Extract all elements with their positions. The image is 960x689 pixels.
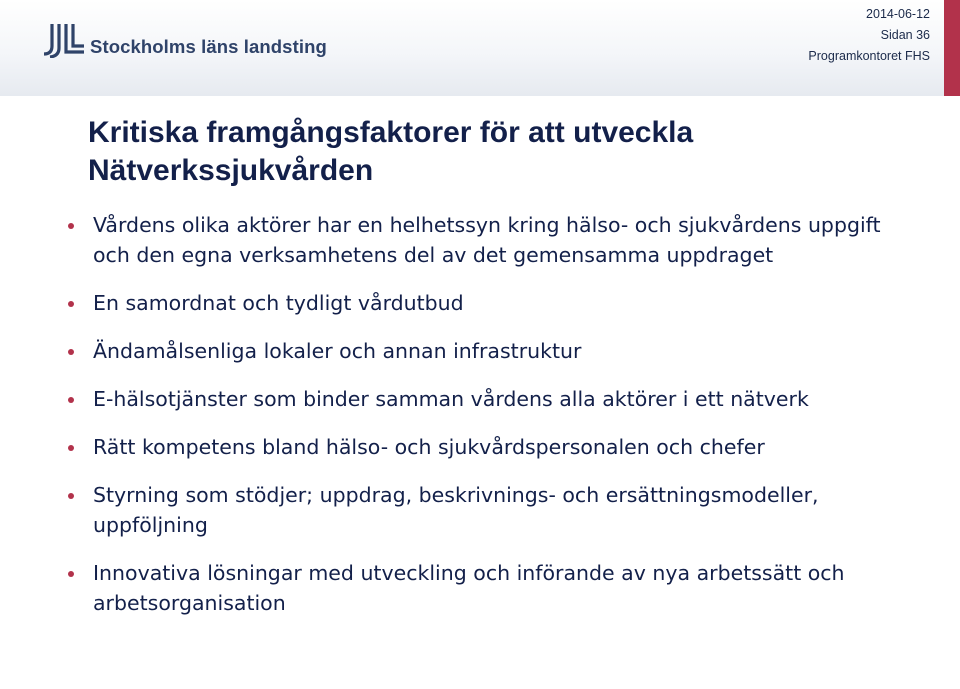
- bullet-item: [62, 480, 922, 540]
- program-name: Programkontoret FHS: [808, 49, 930, 63]
- bullet-dot: [68, 301, 74, 307]
- bullet-text: Rätt kompetens bland hälso- och sjukvårdspersonalen och chefer: [93, 435, 765, 459]
- bullet-item: [62, 210, 922, 270]
- slide-date: 2014-06-12: [866, 7, 930, 21]
- bullet-text: Innovativa lösningar med utveckling och införande av nya arbetssätt och arbetsorganisation: [93, 561, 845, 615]
- slide-meta: [808, 4, 930, 67]
- page-number: Sidan 36: [880, 28, 930, 42]
- bullet-text: E-hälsotjänster som binder samman vårdens alla aktörer i ett nätverk: [93, 387, 809, 411]
- bullet-text: Vårdens olika aktörer har en helhetssyn kring hälso- och sjukvårdens uppgift och den egna verksamhetens del av det gemensamma uppdraget: [93, 213, 881, 267]
- bullet-item: [62, 288, 922, 318]
- sll-logo-mark: [44, 24, 86, 58]
- bullet-item: [62, 336, 922, 366]
- bullet-dot: [68, 397, 74, 403]
- bullet-dot: [68, 571, 74, 577]
- bullet-dot: [68, 349, 74, 355]
- bullet-text: Ändamålsenliga lokaler och annan infrastruktur: [93, 339, 582, 363]
- bullet-text: En samordnat och tydligt vårdutbud: [93, 291, 464, 315]
- logo-text: Stockholms läns landsting: [90, 36, 327, 57]
- bullet-list: [62, 210, 922, 636]
- bullet-dot: [68, 493, 74, 499]
- bullet-item: [62, 384, 922, 414]
- slide-header: [0, 0, 960, 96]
- bullet-dot: [68, 223, 74, 229]
- bullet-item: [62, 432, 922, 462]
- bullet-text: Styrning som stödjer; uppdrag, beskrivnings- och ersättningsmodeller, uppföljning: [93, 483, 819, 537]
- accent-bar: [944, 0, 960, 96]
- bullet-item: [62, 558, 922, 618]
- slide-title: Kritiska framgångsfaktorer för att utveckla Nätverkssjukvården: [88, 116, 694, 187]
- bullet-dot: [68, 445, 74, 451]
